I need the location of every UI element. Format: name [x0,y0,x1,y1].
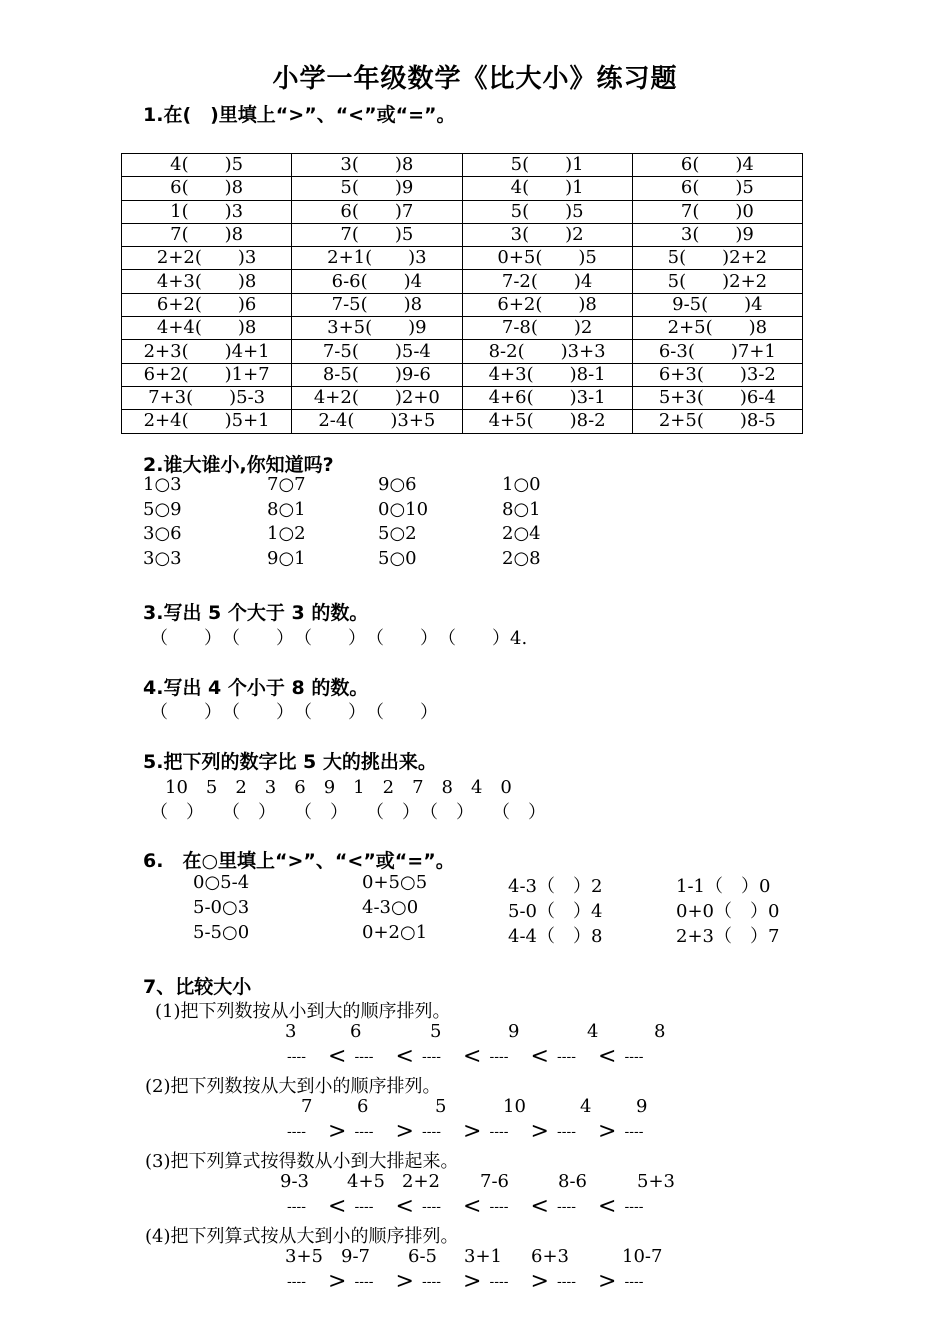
q2-item[interactable]: 2○8 [502,547,541,569]
q7-part-label: (4)把下列算式按从大到小的顺序排列。 [145,1226,459,1247]
q1-cell[interactable]: 5( )2+2 [632,247,802,270]
q7-answer-blank[interactable]: ---- [624,1124,644,1140]
q7-answer-blank[interactable]: ---- [354,1049,374,1065]
q7-answer-blank[interactable]: ---- [557,1274,576,1290]
q1-cell[interactable]: 6+2( )1+7 [122,363,292,386]
q2-item[interactable]: 5○9 [143,498,182,520]
q7-item: 5 [435,1096,447,1117]
q7-sign: > [530,1269,549,1294]
q6-item[interactable]: 4-3○0 [362,897,419,918]
q1-cell[interactable]: 2+1( )3 [292,247,462,270]
q7-answer-blank[interactable]: ---- [489,1049,509,1065]
q1-row [122,386,803,409]
q7-item: 9-3 [280,1171,309,1192]
q7-answer-blank[interactable]: ---- [287,1124,306,1140]
q7-answer-blank[interactable]: ---- [422,1124,441,1140]
q1-row [122,223,803,246]
q5-blanks[interactable]: （ ） （ ） （ ） （ ） （ ） （ ） [150,802,546,823]
q7-sign: < [530,1044,549,1069]
q1-row [122,410,803,433]
q1-cell[interactable]: 6-3( )7+1 [632,340,802,363]
q7-sign: < [328,1044,347,1069]
q7-answer-blank[interactable]: ---- [287,1049,306,1065]
q2-item[interactable]: 7○7 [267,474,306,495]
q1-row [122,317,803,340]
q7-sign: > [463,1119,482,1144]
q6-item[interactable]: 2+3（ ）7 [676,926,780,947]
q7-part-label: (3)把下列算式按得数从小到大排起来。 [145,1151,459,1172]
q1-cell[interactable]: 3( )2 [462,223,632,246]
q7-answer-blank[interactable]: ---- [624,1049,644,1065]
q7-item: 6+3 [531,1246,569,1267]
q5-heading: 5.把下列的数字比 5 大的挑出来。 [143,751,437,773]
q2-item[interactable]: 1○0 [502,474,541,495]
q7-answer-blank[interactable]: ---- [354,1199,374,1215]
q6-item[interactable]: 5-0（ ）4 [508,901,603,922]
q2-item[interactable]: 9○1 [267,547,306,569]
q1-row [122,154,803,177]
q1-cell[interactable]: 2-4( )3+5 [292,410,462,433]
q7-item: 7-6 [480,1171,509,1192]
q7-sign: < [395,1044,414,1069]
q1-cell[interactable]: 3( )8 [292,154,462,177]
q1-cell[interactable]: 6+2( )8 [462,293,632,316]
q7-sign: > [395,1119,414,1144]
q1-cell[interactable]: 7( )8 [122,223,292,246]
q2-item[interactable]: 0○10 [378,498,429,520]
q2-item[interactable]: 9○6 [378,474,417,495]
q1-cell[interactable]: 4+3( )8-1 [462,363,632,386]
q3-blanks[interactable]: （ ） （ ） （ ） （ ） （ ）4. [150,628,528,649]
q1-cell[interactable]: 6( )8 [122,177,292,200]
q1-cell[interactable]: 8-2( )3+3 [462,340,632,363]
q1-cell[interactable]: 7+3( )5-3 [122,386,292,409]
q1-cell[interactable]: 6( )4 [632,154,802,177]
q7-item: 3 [285,1021,297,1042]
q7-item: 9 [508,1021,520,1042]
q7-item: 5+3 [637,1171,675,1192]
q1-row [122,200,803,223]
q1-row [122,270,803,293]
q6-item[interactable]: 4-3（ ）2 [508,876,603,897]
q7-item: 4 [587,1021,599,1042]
q7-item: 6-5 [408,1246,437,1267]
q1-cell[interactable]: 2+5( )8 [632,317,802,340]
q7-item: 3+5 [285,1246,323,1267]
q1-cell[interactable]: 7-5( )5-4 [292,340,462,363]
q7-answer-blank[interactable]: ---- [624,1274,644,1290]
q7-answer-blank[interactable]: ---- [624,1199,644,1215]
q6-item[interactable]: 0+2○1 [362,922,428,943]
q4-blanks[interactable]: （ ） （ ） （ ） （ ） [150,702,438,723]
q2-heading: 2.谁大谁小,你知道吗? [143,454,334,476]
q7-sign: > [328,1119,347,1144]
q1-cell[interactable]: 7( )5 [292,223,462,246]
q7-sign: > [395,1269,414,1294]
q6-heading: 6. 在○里填上“>”、“<”或“=”。 [143,850,455,872]
q1-row [122,177,803,200]
q7-sign: > [598,1269,617,1294]
q1-cell[interactable]: 4( )5 [122,154,292,177]
q1-cell[interactable]: 5+3( )6-4 [632,386,802,409]
q7-part-label: (1)把下列数按从小到大的顺序排列。 [155,1001,451,1022]
q7-item: 2+2 [402,1171,440,1192]
q1-cell[interactable]: 6-6( )4 [292,270,462,293]
q1-cell[interactable]: 6( )5 [632,177,802,200]
q1-row [122,247,803,270]
q6-item[interactable]: 5-5○0 [193,922,250,943]
q7-answer-blank[interactable]: ---- [557,1199,576,1215]
q7-sign: < [463,1194,482,1219]
q1-cell[interactable]: 7-8( )2 [462,317,632,340]
q7-item: 4 [580,1096,592,1117]
q2-item[interactable]: 1○2 [267,523,306,544]
q1-cell[interactable]: 6+3( )3-2 [632,363,802,386]
q1-cell[interactable]: 7-5( )8 [292,293,462,316]
q7-answer-blank[interactable]: ---- [422,1199,441,1215]
q1-cell[interactable]: 1( )3 [122,200,292,223]
q1-cell[interactable]: 3( )9 [632,223,802,246]
q1-cell[interactable]: 7-2( )4 [462,270,632,293]
q1-cell[interactable]: 2+3( )4+1 [122,340,292,363]
q2-item[interactable]: 3○6 [143,523,182,544]
q1-cell[interactable]: 9-5( )4 [632,293,802,316]
q7-sign: < [328,1194,347,1219]
q1-cell[interactable]: 4+4( )8 [122,317,292,340]
q2-item[interactable]: 8○1 [502,498,541,520]
q7-item: 6 [357,1096,369,1117]
q7-item: 10 [503,1096,526,1117]
q3-heading: 3.写出 5 个大于 3 的数。 [143,602,369,624]
q1-row [122,293,803,316]
q7-answer-blank[interactable]: ---- [557,1124,576,1140]
q6-item[interactable]: 5-0○3 [193,897,250,918]
q2-item[interactable]: 3○3 [143,547,182,569]
q7-sign: > [463,1269,482,1294]
q1-cell[interactable]: 4+5( )8-2 [462,410,632,433]
q7-heading: 7、比较大小 [143,976,252,998]
q7-item: 7 [301,1096,313,1117]
q1-cell[interactable]: 6+2( )6 [122,293,292,316]
q1-cell[interactable]: 4+6( )3-1 [462,386,632,409]
q7-sign: > [328,1269,347,1294]
q7-item: 8-6 [558,1171,587,1192]
q7-item: 9-7 [341,1246,370,1267]
q7-item: 4+5 [347,1171,385,1192]
q7-answer-blank[interactable]: ---- [422,1049,441,1065]
q7-sign: < [463,1044,482,1069]
q7-answer-blank[interactable]: ---- [489,1199,509,1215]
q7-answer-blank[interactable]: ---- [557,1049,576,1065]
page-title: 小学一年级数学《比大小》练习题 [272,64,678,94]
q1-cell[interactable]: 6( )7 [292,200,462,223]
q6-item[interactable]: 1-1（ ）0 [676,876,771,897]
q1-cell[interactable]: 7( )0 [632,200,802,223]
q2-item[interactable]: 5○2 [378,523,417,544]
q1-cell[interactable]: 2+2( )3 [122,247,292,270]
q1-cell[interactable]: 2+4( )5+1 [122,410,292,433]
q7-item: 8 [654,1021,666,1042]
q7-answer-blank[interactable]: ---- [287,1199,306,1215]
q7-answer-blank[interactable]: ---- [287,1274,306,1290]
q1-cell[interactable]: 3+5( )9 [292,317,462,340]
q1-cell[interactable]: 2+5( )8-5 [632,410,802,433]
q2-item[interactable]: 8○1 [267,498,306,520]
q7-sign: > [598,1119,617,1144]
q7-sign: < [598,1194,617,1219]
q6-item[interactable]: 0○5-4 [193,872,250,893]
q1-cell[interactable]: 4( )1 [462,177,632,200]
q1-cell[interactable]: 5( )2+2 [632,270,802,293]
q1-table [121,153,803,434]
q2-item[interactable]: 2○4 [502,523,541,544]
q7-sign: < [395,1194,414,1219]
q6-item[interactable]: 0+5○5 [362,872,428,893]
q1-row [122,340,803,363]
q4-heading: 4.写出 4 个小于 8 的数。 [143,677,369,699]
q1-row [122,363,803,386]
q7-sign: > [530,1119,549,1144]
q1-heading: 1.在( )里填上“>”、“<”或“=”。 [143,104,456,126]
q7-part-label: (2)把下列数按从大到小的顺序排列。 [145,1076,441,1097]
q7-answer-blank[interactable]: ---- [354,1274,374,1290]
q1-cell[interactable]: 5( )1 [462,154,632,177]
q7-item: 3+1 [464,1246,502,1267]
q6-item[interactable]: 4-4（ ）8 [508,926,603,947]
q7-answer-blank[interactable]: ---- [489,1274,509,1290]
q1-cell[interactable]: 4+3( )8 [122,270,292,293]
q1-cell[interactable]: 5( )5 [462,200,632,223]
q1-cell[interactable]: 4+2( )2+0 [292,386,462,409]
q5-numbers: 10 5 2 3 6 9 1 2 7 8 4 0 [165,777,512,798]
q1-cell[interactable]: 0+5( )5 [462,247,632,270]
q2-item[interactable]: 5○0 [378,547,417,569]
q7-item: 9 [636,1096,648,1117]
q7-sign: < [530,1194,549,1219]
q7-answer-blank[interactable]: ---- [489,1124,509,1140]
q1-cell[interactable]: 5( )9 [292,177,462,200]
q7-answer-blank[interactable]: ---- [422,1274,441,1290]
q7-sign: < [598,1044,617,1069]
q7-item: 10-7 [622,1246,663,1267]
q7-item: 6 [350,1021,362,1042]
q7-item: 5 [430,1021,442,1042]
q1-cell[interactable]: 8-5( )9-6 [292,363,462,386]
q7-answer-blank[interactable]: ---- [354,1124,374,1140]
q2-item[interactable]: 1○3 [143,474,182,495]
q6-item[interactable]: 0+0（ ）0 [676,901,780,922]
